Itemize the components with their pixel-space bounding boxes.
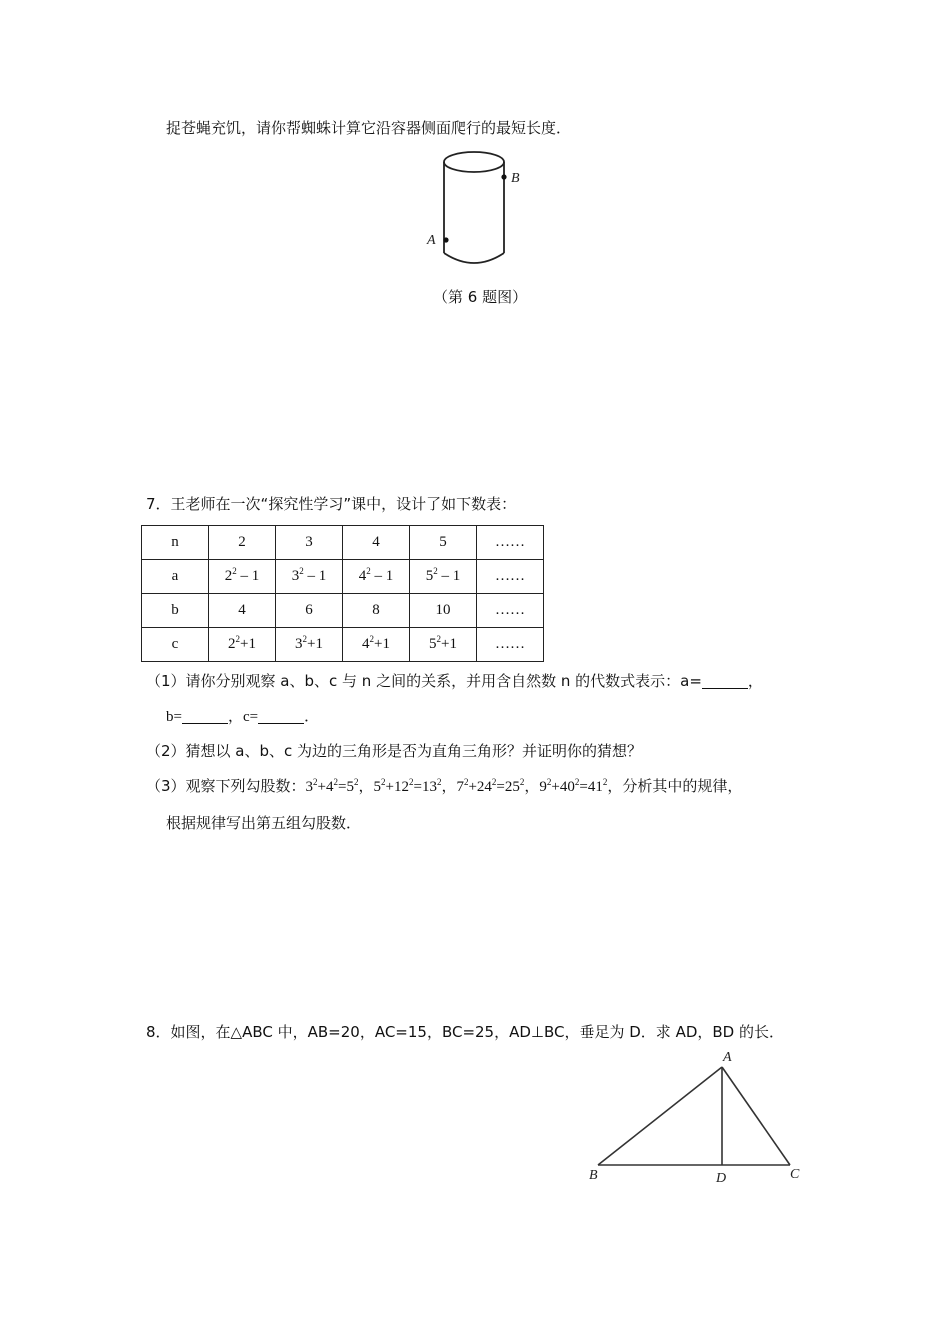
- answer-blank-a[interactable]: [702, 674, 748, 689]
- cylinder-bottom-arc: [444, 253, 504, 263]
- problem7-intro: [146, 494, 516, 514]
- q3-prefix: （3）观察下列勾股数：: [146, 777, 306, 795]
- table-cell: 3: [276, 526, 343, 560]
- table-cell: 8: [343, 594, 410, 628]
- table-cell: 4: [209, 594, 276, 628]
- q1-b-label: b=: [166, 709, 182, 725]
- label-c: C: [790, 1167, 800, 1182]
- table-row: [142, 560, 544, 594]
- q1-line2: [166, 707, 319, 727]
- table-cell: ……: [477, 526, 544, 560]
- q1-end: ．: [304, 709, 320, 725]
- table-cell: 4: [343, 526, 410, 560]
- table-cell: $3^2+1$: [276, 628, 343, 662]
- cylinder-top-ellipse: [444, 152, 504, 172]
- row-header: a: [142, 560, 209, 594]
- label-a: A: [427, 233, 436, 248]
- label-a: A: [723, 1050, 732, 1065]
- problem7-intro-text: 王老师在一次“探究性学习”课中，设计了如下数表：: [170, 495, 517, 513]
- answer-blank-b[interactable]: [182, 709, 228, 724]
- table-row: [142, 628, 544, 662]
- segment-ac: [722, 1067, 790, 1165]
- q1-comma: ，: [747, 672, 763, 690]
- row-header: b: [142, 594, 209, 628]
- table-cell: $4^2 - 1$: [343, 560, 410, 594]
- problem8-text: 8．如图，在△ABC 中，AB=20，AC=15，BC=25，AD⊥BC，垂足为 D．求 AD，BD 的长．: [146, 1023, 784, 1041]
- table-cell: 2: [209, 526, 276, 560]
- problem7-number: 7．: [146, 495, 171, 513]
- point-a-dot: [443, 237, 448, 242]
- point-b-dot: [501, 174, 506, 179]
- row-header: c: [142, 628, 209, 662]
- table-cell: $4^2+1$: [343, 628, 410, 662]
- cylinder-figure: [420, 145, 530, 270]
- table-cell: $3^2 - 1$: [276, 560, 343, 594]
- table-cell: $2^2 - 1$: [209, 560, 276, 594]
- table-cell: $2^2+1$: [209, 628, 276, 662]
- segment-ab: [598, 1067, 722, 1165]
- problem6-text: 捉苍蝇充饥，请你帮蜘蛛计算它沿容器侧面爬行的最短长度．: [166, 119, 572, 137]
- table-row: [142, 594, 544, 628]
- table-cell: $5^2+1$: [410, 628, 477, 662]
- label-d: D: [716, 1171, 727, 1186]
- number-table: [141, 525, 544, 662]
- table-cell: ……: [477, 628, 544, 662]
- row-header: n: [142, 526, 209, 560]
- pythagorean-triples: $3^2+4^2=5^2$，$5^2+12^2=13^2$，$7^2+24^2=25^2$，$9^2+40^2=41^2$: [305, 777, 608, 795]
- q1-c-label: ，c=: [227, 709, 259, 725]
- q2-text: （2）猜想以 a、b、c 为边的三角形是否为直角三角形？并证明你的猜想？: [146, 742, 643, 760]
- q3-line2: 根据规律写出第五组勾股数．: [166, 814, 362, 832]
- table-row: [142, 526, 544, 560]
- label-b: B: [511, 171, 520, 186]
- table-cell: ……: [477, 560, 544, 594]
- table-cell: 10: [410, 594, 477, 628]
- q3-line1: [146, 776, 742, 797]
- q1-line1: [146, 671, 763, 691]
- q3-suffix: ，分析其中的规律，: [607, 777, 743, 795]
- triangle-figure: [580, 1045, 810, 1190]
- table-cell: 5: [410, 526, 477, 560]
- answer-blank-c[interactable]: [258, 709, 304, 724]
- table-cell: ……: [477, 594, 544, 628]
- q1-text: （1）请你分别观察 a、b、c 与 n 之间的关系，并用含自然数 n 的代数式表示：a=: [146, 672, 702, 690]
- figure6-caption: （第 6 题图）: [433, 288, 528, 306]
- label-b: B: [589, 1168, 598, 1183]
- table-cell: 6: [276, 594, 343, 628]
- table-cell: $5^2 - 1$: [410, 560, 477, 594]
